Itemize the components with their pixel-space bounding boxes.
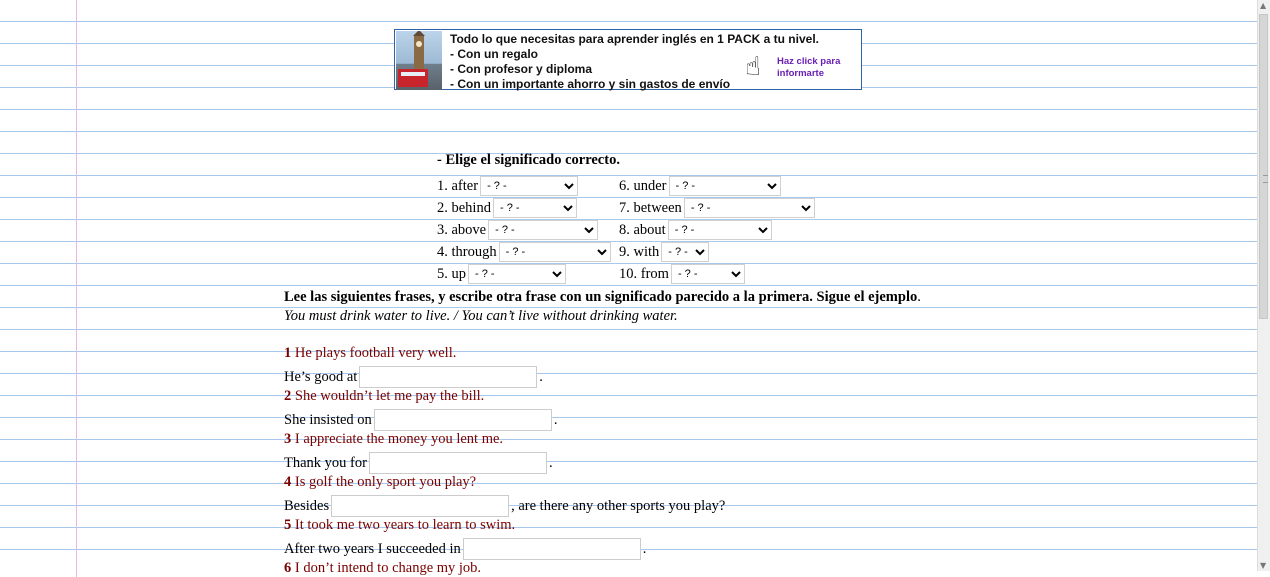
item-label: 8. about bbox=[619, 221, 666, 238]
item-label: 1. after bbox=[437, 177, 479, 194]
item-label: 3. above bbox=[437, 221, 487, 238]
meaning-select-up[interactable] bbox=[468, 264, 566, 284]
scroll-up-arrow-icon[interactable]: ▲ bbox=[1260, 1, 1267, 10]
meaning-select-with[interactable] bbox=[661, 242, 709, 262]
banner-click-link[interactable]: Haz click para informarte bbox=[777, 56, 841, 79]
exercise1-title: - Elige el significado correcto. bbox=[437, 152, 620, 168]
item-label: 10. from bbox=[619, 265, 669, 282]
answer-input-4[interactable] bbox=[331, 495, 509, 517]
question-text: He plays football very well. bbox=[294, 345, 457, 361]
question-sentence bbox=[284, 474, 476, 491]
banner-text bbox=[450, 32, 819, 92]
exercise2-title bbox=[284, 289, 921, 306]
banner-line: Todo lo que necesitas para aprender inglés en 1 PACK a tu nivel. bbox=[450, 32, 819, 46]
answer-input-3[interactable] bbox=[369, 452, 547, 474]
question-number: 1 bbox=[284, 345, 292, 361]
question-sentence bbox=[284, 560, 481, 577]
item-label: 9. with bbox=[619, 243, 660, 260]
question-number: 6 bbox=[284, 560, 292, 576]
meaning-select-through[interactable] bbox=[499, 242, 611, 262]
scroll-down-arrow-icon[interactable]: ▼ bbox=[1260, 561, 1267, 570]
exercise1-item bbox=[437, 263, 566, 285]
exercise1-item bbox=[619, 197, 815, 219]
answer-row bbox=[284, 495, 725, 517]
question-text: It took me two years to learn to swim. bbox=[294, 517, 516, 533]
question-sentence bbox=[284, 345, 456, 362]
question-number: 2 bbox=[284, 388, 292, 404]
question-sentence bbox=[284, 517, 515, 534]
banner-line: - Con profesor y diploma bbox=[450, 62, 593, 76]
meaning-select-about[interactable] bbox=[668, 220, 772, 240]
item-label: 4. through bbox=[437, 243, 497, 260]
question-sentence bbox=[284, 388, 484, 405]
meaning-select-above[interactable] bbox=[488, 220, 598, 240]
answer-suffix: . bbox=[642, 540, 647, 557]
item-label: 2. behind bbox=[437, 199, 491, 216]
exercise1-item bbox=[619, 263, 745, 285]
banner-line: - Con un importante ahorro y sin gastos de envío bbox=[450, 77, 731, 91]
vertical-scrollbar[interactable] bbox=[1257, 0, 1270, 571]
question-text: I don’t intend to change my job. bbox=[294, 560, 482, 576]
answer-prefix: Besides bbox=[284, 497, 330, 514]
answer-prefix: Thank you for bbox=[284, 454, 367, 471]
banner-line: - Con un regalo bbox=[450, 47, 538, 61]
answer-input-2[interactable] bbox=[374, 409, 552, 431]
answer-row bbox=[284, 409, 557, 431]
item-label: 5. up bbox=[437, 265, 466, 282]
answer-suffix: , are there any other sports you play? bbox=[511, 497, 726, 514]
meaning-select-under[interactable] bbox=[669, 176, 781, 196]
question-text: She wouldn’t let me pay the bill. bbox=[294, 388, 485, 404]
question-number: 5 bbox=[284, 517, 292, 533]
answer-row bbox=[284, 538, 646, 560]
exercise2-title-text: Lee las siguientes frases, y escribe otra frase con un significado parecido a la primera. Sigue el ejemplo bbox=[284, 289, 918, 305]
answer-prefix: After two years I succeeded in bbox=[284, 540, 461, 557]
question-number: 4 bbox=[284, 474, 292, 490]
exercise1-item bbox=[619, 219, 772, 241]
exercise1-item bbox=[437, 175, 578, 197]
meaning-select-between[interactable] bbox=[684, 198, 815, 218]
answer-prefix: She insisted on bbox=[284, 411, 372, 428]
exercise1-item bbox=[437, 197, 577, 219]
answer-input-5[interactable] bbox=[463, 538, 641, 560]
answer-suffix: . bbox=[548, 454, 553, 471]
scrollbar-thumb[interactable] bbox=[1259, 14, 1268, 319]
question-text: I appreciate the money you lent me. bbox=[294, 431, 504, 447]
question-sentence bbox=[284, 431, 503, 448]
exercise1-item bbox=[619, 175, 781, 197]
promo-banner[interactable] bbox=[394, 29, 862, 90]
london-image bbox=[396, 31, 442, 90]
item-label: 7. between bbox=[619, 199, 682, 216]
exercise1-item bbox=[437, 241, 611, 263]
exercise1-item bbox=[619, 241, 709, 263]
exercise1-item bbox=[437, 219, 598, 241]
meaning-select-behind[interactable] bbox=[493, 198, 577, 218]
hand-pointer-icon: ☝ bbox=[745, 52, 761, 82]
answer-suffix: . bbox=[553, 411, 558, 428]
item-label: 6. under bbox=[619, 177, 667, 194]
meaning-select-after[interactable] bbox=[480, 176, 578, 196]
answer-prefix: He’s good at bbox=[284, 368, 358, 385]
answer-input-1[interactable] bbox=[359, 366, 537, 388]
meaning-select-from[interactable] bbox=[671, 264, 745, 284]
answer-row bbox=[284, 452, 553, 474]
answer-row bbox=[284, 366, 543, 388]
example-sentence: You must drink water to live. / You can’t live without drinking water. bbox=[284, 308, 678, 324]
exercise2-title-end: . bbox=[917, 289, 921, 305]
answer-suffix: . bbox=[539, 368, 543, 385]
question-text: Is golf the only sport you play? bbox=[294, 474, 477, 490]
question-number: 3 bbox=[284, 431, 292, 447]
